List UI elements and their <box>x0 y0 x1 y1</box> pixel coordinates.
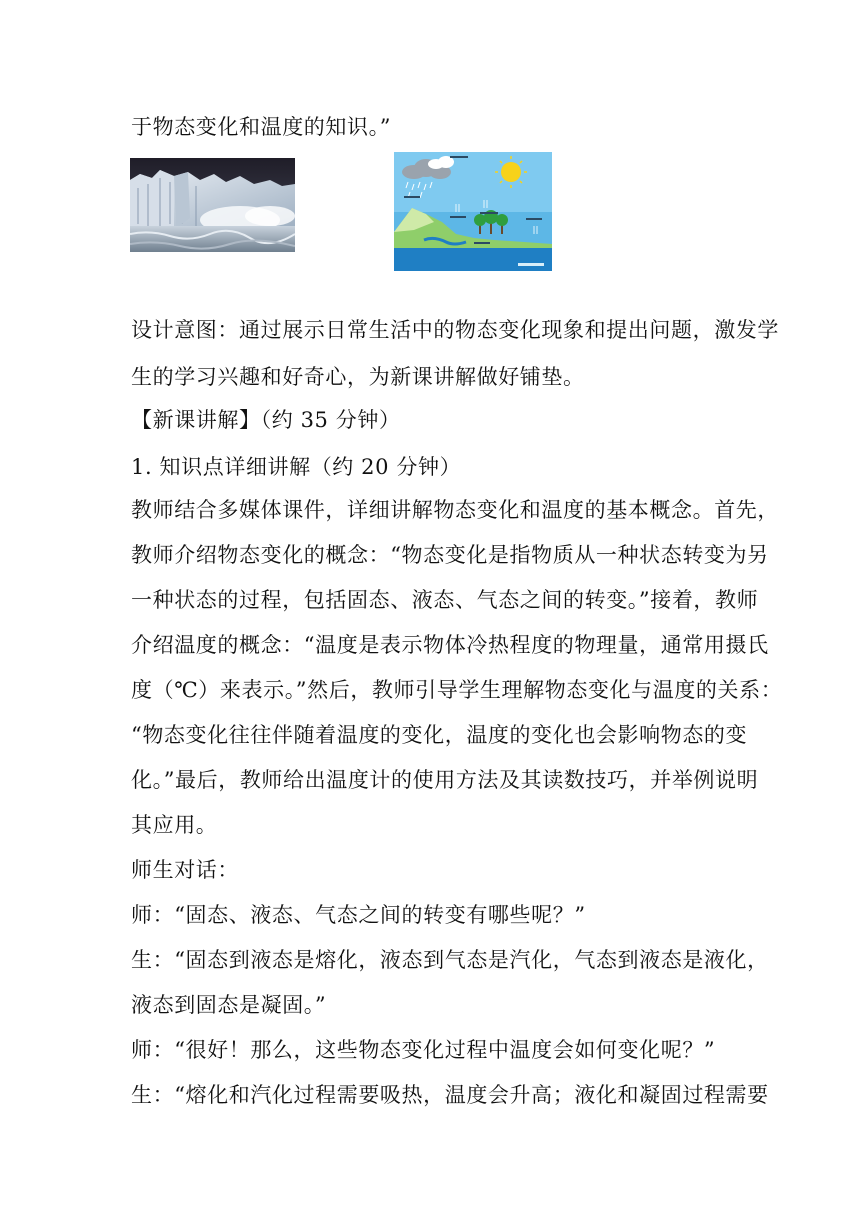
glacier-photo-icon <box>130 158 295 252</box>
glacier-image <box>130 158 295 252</box>
text-line-2: 设计意图：通过展示日常生活中的物态变化现象和提出问题，激发学 <box>131 318 779 342</box>
text-line-10: 度（℃）来表示。”然后，教师引导学生理解物态变化与温度的关系： <box>131 678 783 702</box>
text-line-6: 教师结合多媒体课件，详细讲解物态变化和温度的基本概念。首先， <box>131 498 779 522</box>
dialogue-line-4: 师：“很好！那么，这些物态变化过程中温度会如何变化呢？” <box>131 1038 716 1062</box>
dialogue-line-1: 师：“固态、液态、气态之间的转变有哪些呢？” <box>131 903 586 927</box>
text-line-7: 教师介绍物态变化的概念：“物态变化是指物质从一种状态转变为另 <box>131 543 769 567</box>
subsection-heading: 1. 知识点详细讲解（约 20 分钟） <box>131 455 462 479</box>
text-line-1: 于物态变化和温度的知识。” <box>131 115 392 139</box>
dialogue-line-3: 液态到固态是凝固。” <box>131 993 327 1017</box>
text-line-3: 生的学习兴趣和好奇心，为新课讲解做好铺垫。 <box>131 365 585 389</box>
dialogue-line-2: 生：“固态到液态是熔化，液态到气态是汽化，气态到液态是液化， <box>131 948 769 972</box>
dialogue-line-5: 生：“熔化和汽化过程需要吸热，温度会升高；液化和凝固过程需要 <box>131 1083 769 1107</box>
dialogue-heading: 师生对话： <box>131 858 239 882</box>
text-line-13: 其应用。 <box>131 813 218 837</box>
text-line-11: “物态变化往往伴随着温度的变化，温度的变化也会影响物态的变 <box>131 723 748 747</box>
section-heading: 【新课讲解】（约 35 分钟） <box>131 408 401 432</box>
text-line-12: 化。”最后，教师给出温度计的使用方法及其读数技巧，并举例说明 <box>131 768 759 792</box>
text-line-8: 一种状态的过程，包括固态、液态、气态之间的转变。”接着，教师 <box>131 588 759 612</box>
water-cycle-diagram-icon <box>394 152 552 271</box>
water-cycle-image <box>394 152 552 271</box>
text-line-9: 介绍温度的概念：“温度是表示物体冷热程度的物理量，通常用摄氏 <box>131 633 769 657</box>
